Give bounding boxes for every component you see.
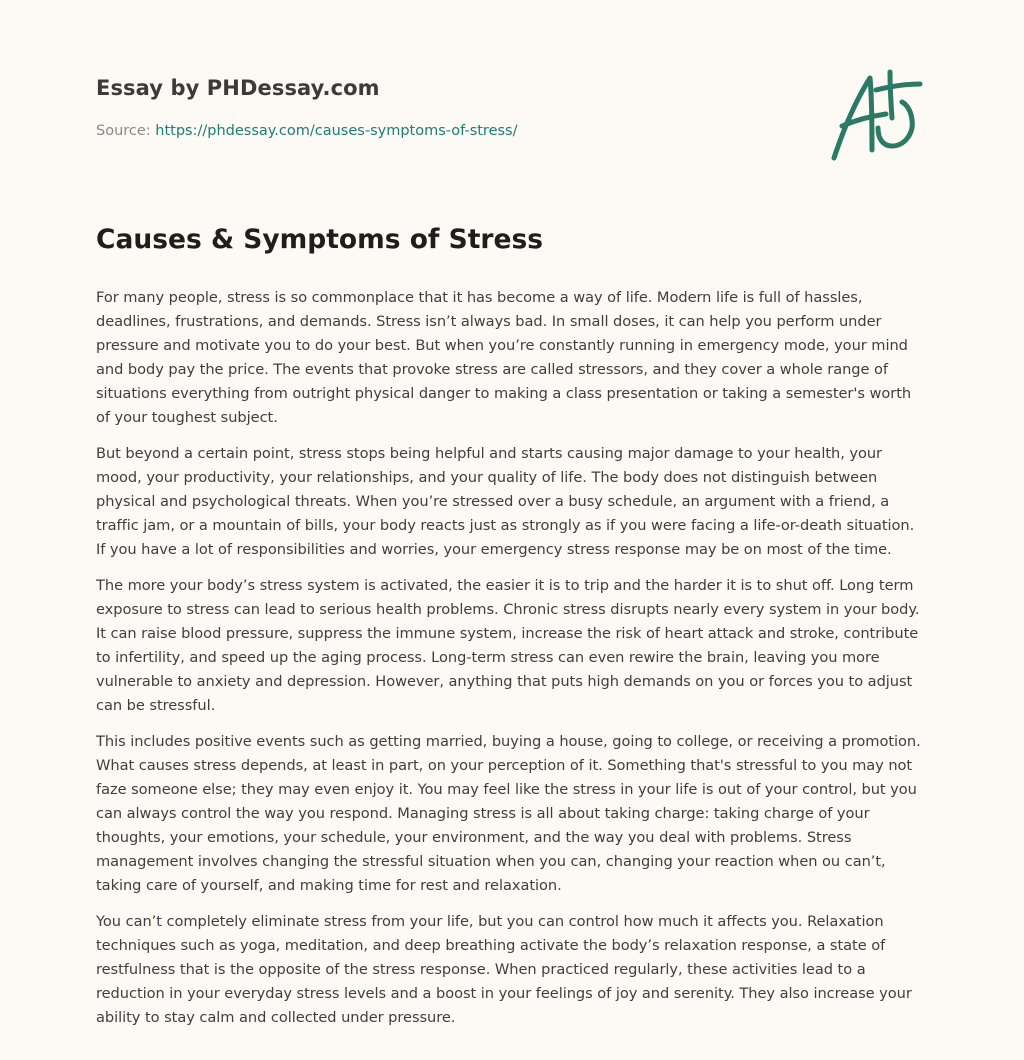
essay-paragraph: You can’t completely eliminate stress from your life, but you can control how much it affects you. Relaxation techniques such as yoga, meditation, and deep breathing activate the body’s relaxation response, a state of restfulness that is the opposite of the stress response. When practiced regularly, these activities lead to a reduction in your everyday stress levels and a boost in your feelings of joy and serenity. They also increase your ability to stay calm and collected under pressure.	[96, 913, 912, 1026]
essay-paragraph: The more your body’s stress system is activated, the easier it is to trip and the harder it is to shut off. Long term exposure to stress can lead to serious health problems. Chronic stress disrupts nearly every system in your body. It can raise blood pressure, suppress the immune system, increase the risk of heart attack and stroke, contribute to infertility, and speed up the aging process. Long-term stress can even rewire the brain, leaving you more vulnerable to anxiety and depression. However, anything that puts high demands on you or forces you to adjust can be stressful.	[96, 577, 920, 714]
essay-paragraph: But beyond a certain point, stress stops being helpful and starts causing major damage to your health, your mood, your productivity, your relationships, and your quality of life. The body does not distinguish between physical and psychological threats. When you’re stressed over a busy schedule, an argument with a friend, a traffic jam, or a mountain of bills, your body reacts just as strongly as if you were facing a life-or-death situation. If you have a lot of responsibilities and worries, your emergency stress response may be on most of the time.	[96, 445, 915, 558]
essay-body	[96, 286, 924, 1042]
source-label: Source:	[96, 123, 151, 139]
essay-paragraph: This includes positive events such as getting married, buying a house, going to college, or receiving a promotion. What causes stress depends, at least in part, on your perception of it. Something that's stressful to you may not faze someone else; they may even enjoy it. You may feel like the stress in your life is out of your control, but you can always control the way you respond. Managing stress is all about taking charge: taking charge of your thoughts, your emotions, your schedule, your environment, and the way you deal with problems. Stress management involves changing the stressful situation when you can, changing your reaction when ou can’t, taking care of yourself, and making time for rest and relaxation.	[96, 733, 921, 894]
essay-paragraph: For many people, stress is so commonplace that it has become a way of life. Modern life is full of hassles, deadlines, frustrations, and demands. Stress isn’t always bad. In small doses, it can help you perform under pressure and motivate you to do your best. But when you’re constantly running in emergency mode, your mind and body pay the price. The events that provoke stress are called stressors, and they cover a whole range of situations everything from outright physical danger to making a class presentation or taking a semester's worth of your toughest subject.	[96, 289, 912, 426]
source-link[interactable]: https://phdessay.com/causes-symptoms-of-stress/	[155, 123, 518, 139]
source-line	[96, 123, 518, 139]
brand-title: Essay by PHDessay.com	[96, 76, 380, 100]
a-plus-logo-icon	[826, 66, 926, 166]
essay-title: Causes & Symptoms of Stress	[96, 224, 544, 255]
